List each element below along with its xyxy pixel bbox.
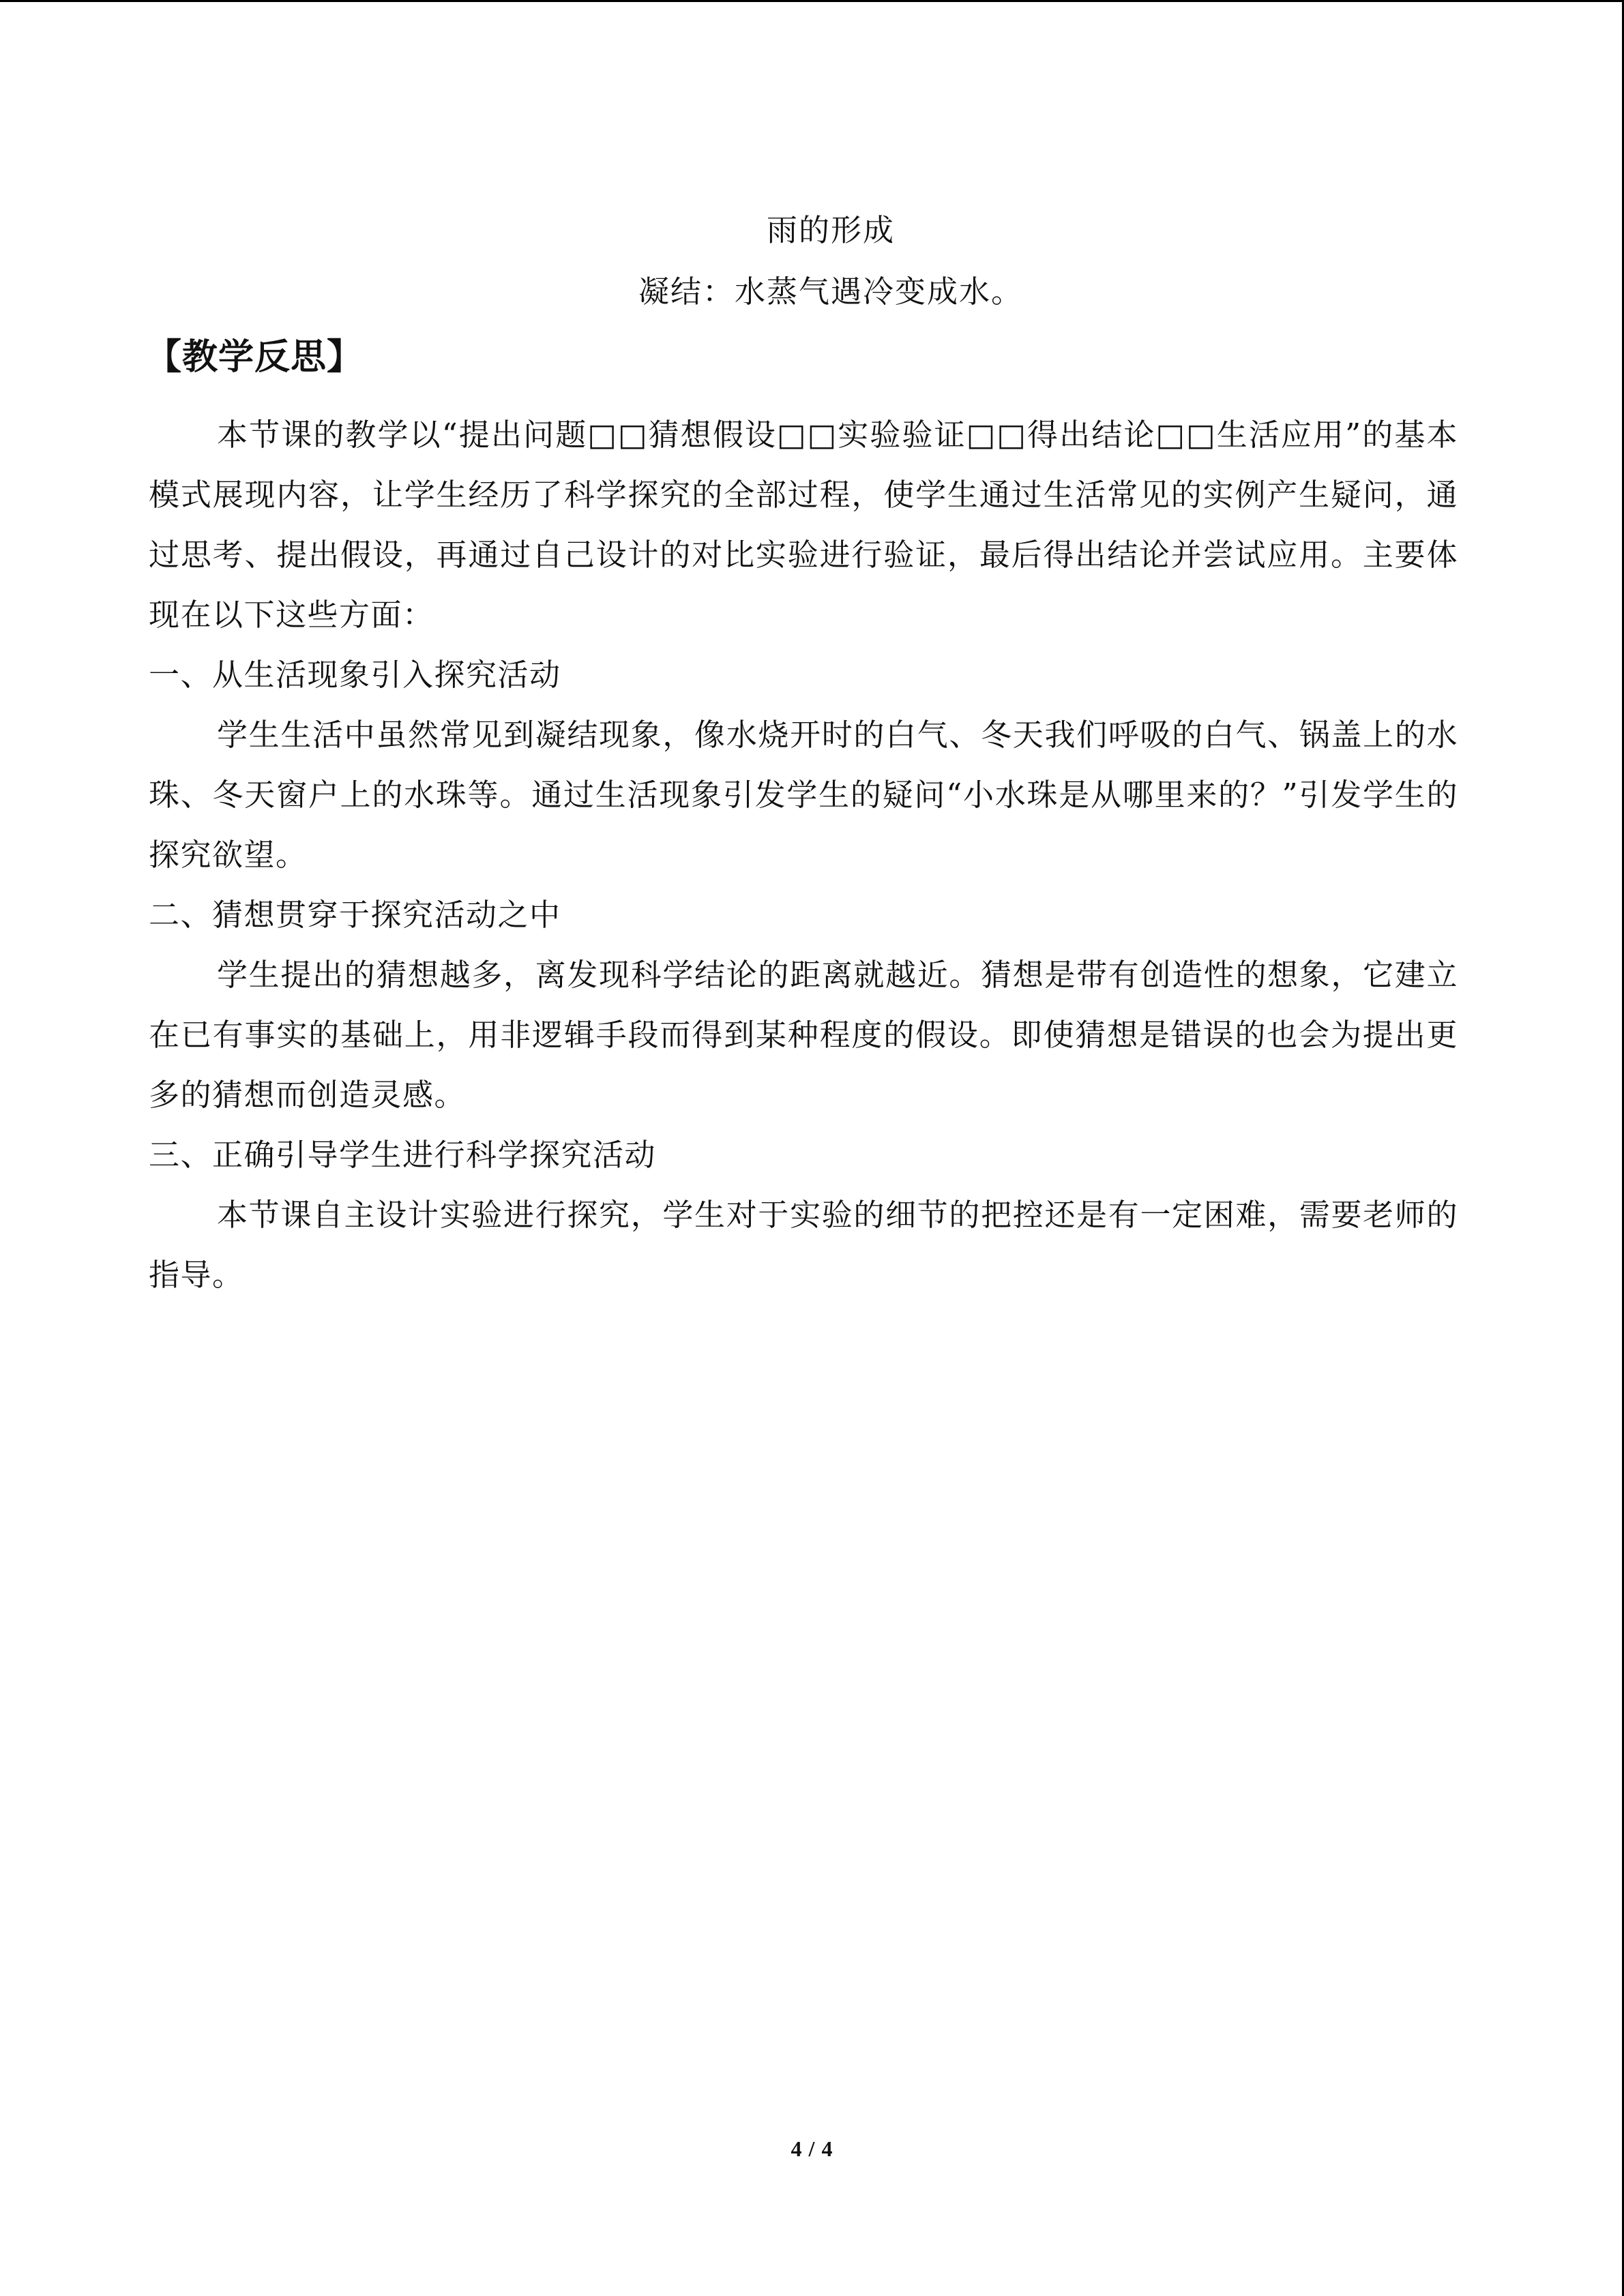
paragraph-point-1: 学生生活中虽然常见到凝结现象，像水烧开时的白气、冬天我们呼吸的白气、锅盖上的水珠、冬天窗户上的水珠等。通过生活现象引发学生的疑问“小水珠是从哪里来的？”引发学生的探究欲望。 [149, 717, 1458, 873]
figure-caption-title: 雨的形成 [766, 212, 895, 248]
section-heading-teaching-reflection: 【教学反思】 [146, 336, 364, 378]
paragraph-point-2: 学生提出的猜想越多，离发现科学结论的距离就越近。猜想是带有创造性的想象，它建立在已有事实的基础上，用非逻辑手段而得到某种程度的假设。即使猜想是错误的也会为提出更多的猜想而创造灵感。 [149, 957, 1458, 1113]
paragraph-point-3: 本节课自主设计实验进行探究，学生对于实验的细节的把控还是有一定困难，需要老师的指导。 [149, 1197, 1458, 1293]
reflection-content [149, 405, 1458, 1305]
figure-caption-subtitle: 凝结：水蒸气遇冷变成水。 [638, 273, 1023, 310]
paragraph-intro: 本节课的教学以“提出问题□□猜想假设□□实验验证□□得出结论□□生活应用”的基本模式展现内容，让学生经历了科学探究的全部过程，使学生通过生活常见的实例产生疑问，通过思考、提出假设，再通过自己设计的对比实验进行验证，最后得出结论并尝试应用。主要体现在以下这些方面： [149, 417, 1458, 633]
point-heading-1: 一、从生活现象引入探究活动 [149, 657, 561, 693]
point-heading-3: 三、正确引导学生进行科学探究活动 [149, 1137, 657, 1173]
point-heading-2: 二、猜想贯穿于探究活动之中 [149, 897, 561, 933]
document-body [146, 210, 1458, 1305]
page-number: 4 / 4 [791, 2136, 833, 2161]
